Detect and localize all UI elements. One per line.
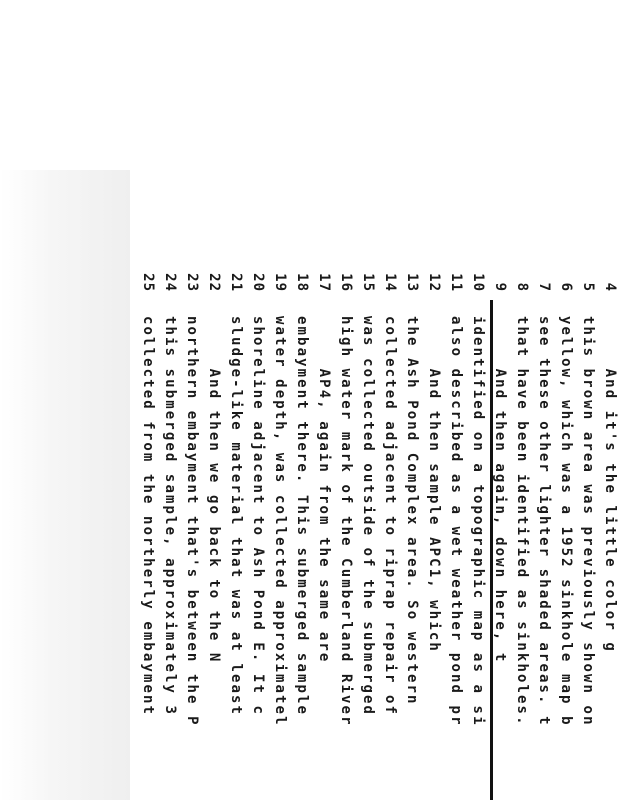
line-number: 9	[492, 282, 508, 292]
line-number: 16	[338, 273, 354, 292]
line-number: 19	[272, 273, 288, 292]
line-number: 4	[602, 282, 618, 292]
transcript-line: AP4, again from the same are	[316, 316, 332, 664]
line-number: 17	[316, 273, 332, 292]
line-number: 12	[426, 273, 442, 292]
line-number: 11	[448, 273, 464, 292]
line-number: 5	[580, 282, 596, 292]
line-number: 15	[360, 273, 376, 292]
line-number-column	[0, 252, 618, 292]
transcript-line: shoreline adjacent to Ash Pond E. It c	[250, 316, 266, 717]
line-number: 18	[294, 273, 310, 292]
transcript-line: that have been identified as sinkholes.	[514, 316, 530, 727]
transcript-line: the Ash Pond Complex area. So western	[404, 316, 420, 706]
transcript-line: northern embayment that's between the P	[184, 316, 200, 727]
line-number: 24	[162, 273, 178, 292]
line-number: 14	[382, 273, 398, 292]
transcript-line: embayment there. This submerged sample	[294, 316, 310, 717]
transcript-line: also described as a wet weather pond pr	[448, 316, 464, 727]
line-number: 23	[184, 273, 200, 292]
line-number: 10	[470, 273, 486, 292]
transcript-line: yellow, which was a 1952 sinkhole map b	[558, 316, 574, 727]
transcript-line: collected adjacent to riprap repair of	[382, 316, 398, 717]
transcript-line: And then again, down here, t	[492, 316, 508, 664]
line-number: 25	[140, 273, 156, 292]
line-number: 22	[206, 273, 222, 292]
line-number: 7	[536, 282, 552, 292]
transcript-line: identified on a topographic map as a si	[470, 316, 486, 727]
transcript-line: was collected outside of the submerged	[360, 316, 376, 717]
line-number: 20	[250, 273, 266, 292]
transcript-line: this brown area was previously shown on	[580, 316, 596, 727]
line-number: 6	[558, 282, 574, 292]
transcript-line: see these other lighter shaded areas. t	[536, 316, 552, 727]
line-number: 8	[514, 282, 530, 292]
line-number: 21	[228, 273, 244, 292]
transcript-line: sludge-like material that was at least	[228, 316, 244, 717]
transcript-line: And then sample APC1, which	[426, 316, 442, 653]
transcript-line: high water mark of the Cumberland River	[338, 316, 354, 727]
transcript-line: water depth, was collected approximatel	[272, 316, 288, 727]
line-number: 13	[404, 273, 420, 292]
transcript-line: this submerged sample, approximately 3	[162, 316, 178, 717]
transcript-line: And it's the little color g	[602, 316, 618, 653]
transcript-line: collected from the northerly embayment	[140, 316, 156, 717]
transcript-text-column	[0, 316, 618, 800]
transcript-line: And then we go back to the N	[206, 316, 222, 664]
